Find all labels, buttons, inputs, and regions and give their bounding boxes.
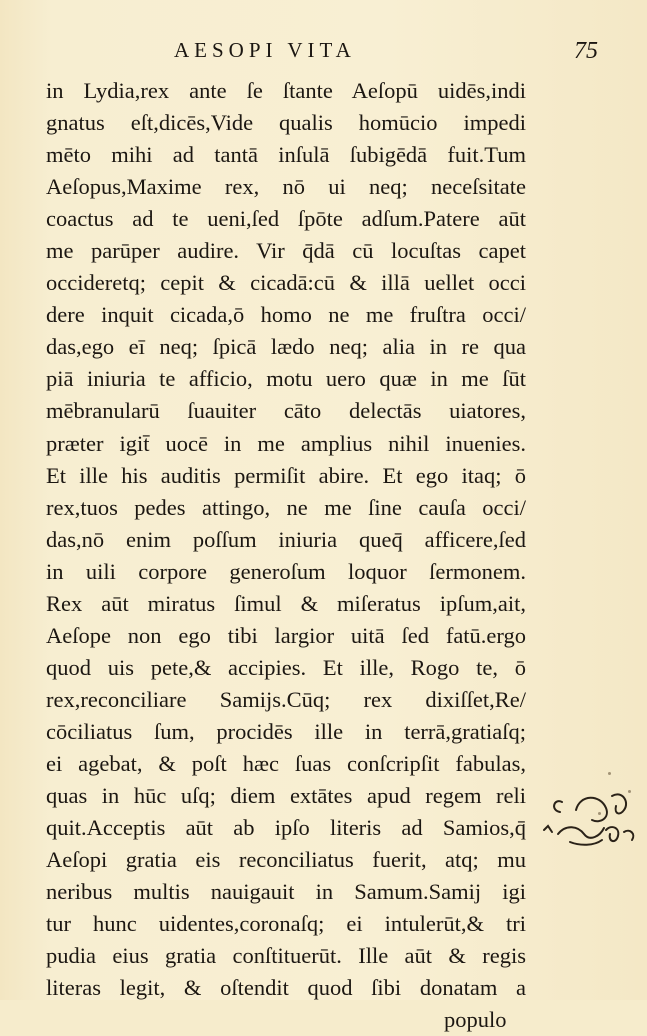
text-line: Aeſope non ego tibi largior uitā ſed fatū.ergo: [46, 622, 526, 648]
text-line: ei agebat, & poſt hæc ſuas conſcripſit fabulas,: [46, 750, 526, 776]
text-line: das,ego eī neq; ſpicā lædo neq; alia in re qua: [46, 334, 526, 360]
text-line: mēto mihi ad tantā inſulā ſubigēdā fuit.Tum: [46, 142, 526, 168]
text-line: literas legit, & oſtendit quod ſibi donatam a: [46, 975, 526, 1001]
page-number: 75: [574, 38, 598, 64]
text-line: dere inquit cicada,ō homo ne me fruſtra occi/: [46, 302, 526, 328]
text-line: præter igit̄ uocē in me amplius nihil inuenies.: [46, 430, 526, 456]
ink-speck: [598, 812, 601, 815]
text-line: in Lydia,rex ante ſe ſtante Aeſopū uidēs,indi: [46, 78, 526, 103]
running-head-title: AESOPI VITA: [174, 38, 356, 62]
text-line: in uili corpore generoſum loquor ſermonem.: [46, 558, 526, 584]
text-line: mēbranularū ſuauiter cāto delectās uiatores,: [46, 398, 526, 424]
text-line: quas in hūc uſq; diem extātes apud regem reli: [46, 783, 526, 809]
text-line: cōciliatus ſum, procidēs ille in terrā,gratiaſq;: [46, 718, 526, 744]
text-line: das,nō enim poſſum iniuria queq̄ afficere,ſed: [46, 526, 526, 552]
text-line: coactus ad te ueni,ſed ſpōte adſum.Patere aūt: [46, 206, 526, 232]
text-line: Rex aūt miratus ſimul & miſeratus ipſum,ait,: [46, 590, 526, 616]
text-line: Aeſopi gratia eis reconciliatus fuerit, atq; mu: [46, 847, 526, 873]
text-line: gnatus eſt,dicēs,Vide qualis homūcio impedi: [46, 110, 526, 136]
text-line: occideretq; cepit & cicadā:cū & illā uellet occi: [46, 270, 526, 296]
ink-speck: [628, 790, 631, 793]
ink-speck: [608, 772, 611, 775]
text-line: piā iniuria te afficio, motu uero quæ in me ſūt: [46, 366, 526, 392]
text-line: pudia eius gratia conſtituerūt. Ille aūt & regis: [46, 943, 526, 969]
text-line: rex,tuos pedes attingo, ne me ſine cauſa occi/: [46, 494, 526, 520]
text-line: neribus multis nauigauit in Samum.Samij igi: [46, 879, 526, 905]
text-line: quit.Acceptis aūt ab ipſo literis ad Samios,q̄: [46, 815, 526, 841]
text-line: tur hunc uidentes,coronaſq; ei intulerūt,& tri: [46, 911, 526, 937]
text-line: me parūper audire. Vir q̄dā cū locuſtas capet: [46, 238, 526, 264]
text-line: quod uis pete,& accipies. Et ille, Rogo te, ō: [46, 654, 526, 680]
catchword: populo: [444, 1007, 507, 1033]
text-line: rex,reconciliare Samijs.Cūq; rex dixiſſet,Re/: [46, 686, 526, 712]
text-line: Et ille his auditis permiſit abire. Et ego itaq; ō: [46, 462, 526, 488]
text-line: Aeſopus,Maxime rex, nō ui neq; neceſsitate: [46, 174, 526, 200]
main-text-block: [46, 75, 526, 1036]
handwritten-flourish-icon: [540, 780, 640, 850]
